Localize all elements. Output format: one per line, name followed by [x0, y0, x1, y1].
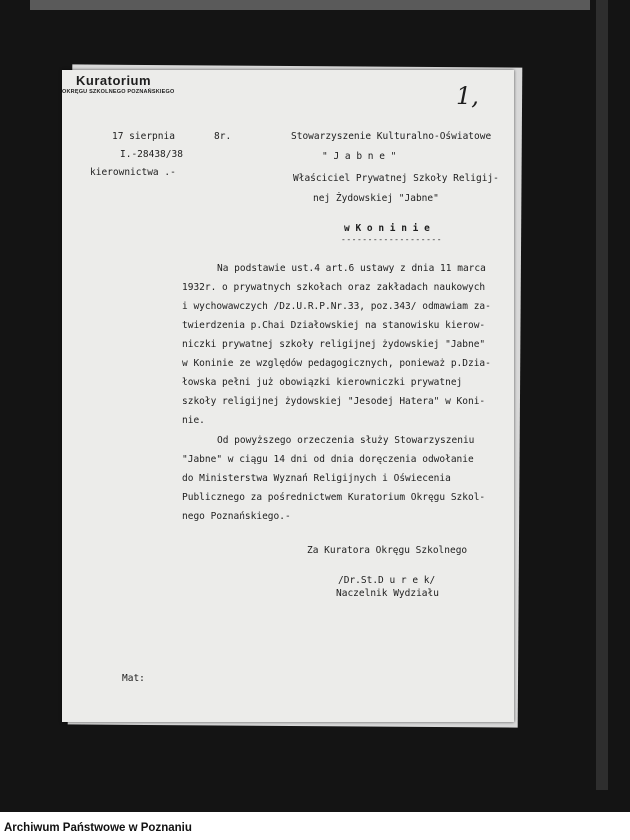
- body-line: Od powyższego orzeczenia służy Stowarzyszeniu: [217, 435, 475, 446]
- handwritten-page-number: 1,: [456, 82, 479, 110]
- signature-line-2: /Dr.St.D u r e k/: [338, 575, 436, 586]
- addressee-line: kierownictwa .-: [90, 167, 176, 178]
- signature-line-3: Naczelnik Wydziału: [336, 588, 439, 599]
- body-line: Na podstawie ust.4 art.6 ustawy z dnia 11 marca: [217, 263, 486, 274]
- body-line: do Ministerstwa Wyznań Religijnych i Oświecenia: [182, 473, 451, 484]
- footer-note: Mat:: [122, 673, 145, 684]
- letterhead-title: Kuratorium: [76, 73, 152, 88]
- document-page: [62, 70, 514, 722]
- scan-edge-right: [596, 0, 608, 790]
- body-line: nie.: [182, 415, 205, 426]
- archive-label: Archiwum Państwowe w Poznaniu: [4, 822, 192, 834]
- recipient-line-1: Stowarzyszenie Kulturalno-Oświatowe: [291, 131, 492, 142]
- body-line: twierdzenia p.Chai Działowskiej na stanowisku kierow-: [182, 320, 486, 331]
- letterhead-subtitle: OKRĘGU SZKOLNEGO POZNAŃSKIEGO: [62, 89, 175, 95]
- body-line: "Jabne" w ciągu 14 dni od dnia doręczenia odwołanie: [182, 454, 474, 465]
- body-line: 1932r. o prywatnych szkołach oraz zakładach naukowych: [182, 282, 486, 293]
- recipient-line-3: Właściciel Prywatnej Szkoły Religij-: [293, 173, 499, 184]
- letter-date: 17 sierpnia: [112, 131, 175, 142]
- body-line: łowska pełni już obowiązki kierowniczki prywatnej: [182, 377, 463, 388]
- body-line: szkoły religijnej żydowskiej "Jesodej Hatera" w Koni-: [182, 396, 486, 407]
- body-line: w Koninie ze względów pedagogicznych, ponieważ p.Dzia-: [182, 358, 491, 369]
- recipient-line-2: " J a b n e ": [322, 151, 397, 162]
- signature-line-1: Za Kuratora Okręgu Szkolnego: [307, 545, 468, 556]
- body-line: i wychowawczych /Dz.U.R.P.Nr.33, poz.343/ odmawiam za-: [182, 301, 491, 312]
- reference-number: I.-28438/38: [120, 149, 183, 160]
- location-underline: -------------------: [341, 235, 443, 244]
- body-line: nego Poznańskiego.-: [182, 511, 291, 522]
- letter-year: 8r.: [214, 131, 232, 142]
- body-line: niczki prywatnej szkoły religijnej żydowskiej "Jabne": [182, 339, 486, 350]
- body-line: Publicznego za pośrednictwem Kuratorium Okręgu Szkol-: [182, 492, 486, 503]
- scan-edge-top: [30, 0, 590, 10]
- recipient-line-4: nej Żydowskiej "Jabne": [313, 193, 439, 204]
- recipient-location: w K o n i n i e: [344, 223, 430, 234]
